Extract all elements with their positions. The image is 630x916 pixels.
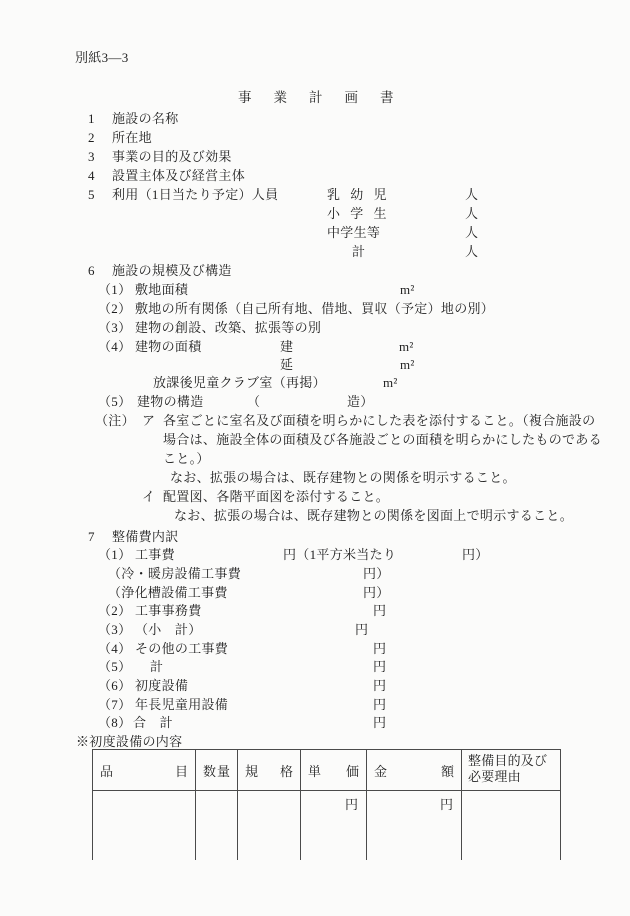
cost-1-label: 工事費: [135, 547, 175, 562]
header-standard-left: 規: [245, 763, 259, 779]
item-5-number: 5: [88, 187, 95, 202]
cell-quantity: [196, 791, 238, 860]
cost-5-unit: 円: [373, 659, 387, 674]
structure-open-paren: （: [247, 394, 261, 409]
item-6-5-paren: （5）: [98, 394, 132, 409]
item-1-label: 施設の名称: [112, 111, 179, 126]
structure-close-paren: 造）: [347, 394, 374, 409]
cell-standard: [238, 791, 301, 860]
item-6-2-paren: （2）: [98, 301, 132, 316]
note-a-line4: なお、拡張の場合は、既存建物との関係を明示すること。: [170, 470, 516, 485]
item-3-number: 3: [88, 149, 95, 164]
header-cell-purpose: 整備目的及び必要理由: [468, 753, 548, 784]
cost-3-paren: （3）: [98, 622, 132, 637]
cost-hvac-unit: 円）: [363, 566, 390, 581]
header-cell-unit-price: [301, 750, 367, 790]
note-i-line1: 配置図、各階平面図を添付すること。: [163, 489, 390, 504]
header-amount-left: 金: [374, 763, 388, 779]
cost-8-paren: （8）: [98, 715, 132, 730]
users-row-juniorhigh-unit: 人: [465, 225, 479, 240]
header-amount-right: 額: [440, 763, 454, 779]
cost-6-unit: 円: [373, 678, 387, 693]
users-row-infants-label: 乳 幼 児: [327, 187, 391, 202]
cost-5-paren: （5）: [98, 659, 132, 674]
cost-4-unit: 円: [373, 641, 387, 656]
attachment-label: 別紙3—3: [75, 50, 129, 65]
header-standard-right: 格: [279, 763, 293, 779]
users-row-elementary-unit: 人: [465, 206, 479, 221]
item-6-label: 施設の規模及び構造: [112, 263, 232, 278]
cost-hvac-label: （冷・暖房設備工事費: [108, 566, 242, 581]
cost-2-label: 工事事務費: [135, 603, 202, 618]
cost-4-label: その他の工事費: [135, 641, 229, 656]
note-label: （注）: [95, 413, 135, 428]
cost-8-label: 合 計: [133, 715, 173, 730]
header-item-right: 目: [174, 763, 188, 779]
cost-2-unit: 円: [373, 603, 387, 618]
cell-amount-yen: 円: [367, 791, 462, 860]
item-2-number: 2: [88, 130, 95, 145]
cost-1-paren: （1）: [98, 547, 132, 562]
cost-7-label: 年長児童用設備: [135, 697, 229, 712]
item-6-number: 6: [88, 263, 95, 278]
header-unit-price-left: 単: [308, 763, 322, 779]
item-6-2-label: 敷地の所有関係（自己所有地、借地、買収（予定）地の別）: [135, 301, 495, 316]
cost-1-unit-close: 円）: [462, 547, 489, 562]
cost-8-unit: 円: [373, 715, 387, 730]
cost-2-paren: （2）: [98, 603, 132, 618]
users-row-infants-unit: 人: [465, 187, 479, 202]
equipment-table-caption: ※初度設備の内容: [76, 734, 183, 749]
cell-unit-price-yen: 円: [301, 791, 367, 860]
cost-7-paren: （7）: [98, 697, 132, 712]
note-a-line2: 場合は、施設全体の面積及び各施設ごとの面積を明らかにしたものである: [163, 432, 602, 447]
item-6-4-paren: （4）: [98, 339, 132, 354]
initial-equipment-table: [92, 749, 561, 860]
header-quantity-right: 量: [216, 763, 230, 779]
header-item-left: 品: [100, 763, 114, 779]
header-cell-amount: [367, 750, 462, 790]
page-title: 事業計画書: [238, 90, 416, 105]
users-row-total-unit: 人: [465, 244, 479, 259]
cost-6-paren: （6）: [98, 678, 132, 693]
users-row-elementary-label: 小 学 生: [327, 206, 391, 221]
floor-area-label: 延: [280, 357, 294, 372]
equipment-table-first-row: [93, 791, 560, 860]
note-a-line3: こと。）: [163, 451, 210, 466]
afterschool-club-room-label: 放課後児童クラブ室（再掲）: [153, 375, 326, 390]
item-6-4-label: 建物の面積: [135, 339, 202, 354]
note-a-marker: ア: [142, 413, 156, 428]
item-6-3-label: 建物の創設、改築、拡張等の別: [135, 320, 322, 335]
item-4-label: 設置主体及び経営主体: [112, 168, 246, 183]
cost-4-paren: （4）: [98, 641, 132, 656]
note-a-line1: 各室ごとに室名及び面積を明らかにした表を添付すること。（複合施設の: [163, 413, 596, 428]
item-7-number: 7: [88, 529, 95, 544]
building-area-label: 建: [280, 339, 294, 354]
building-area-unit: m²: [399, 339, 414, 354]
cost-3-label: （小 計）: [135, 622, 202, 637]
cost-3-unit: 円: [355, 622, 369, 637]
cost-septic-label: （浄化槽設備工事費: [108, 585, 228, 600]
item-4-number: 4: [88, 168, 95, 183]
item-6-3-paren: （3）: [98, 320, 132, 335]
item-3-label: 事業の目的及び効果: [112, 149, 232, 164]
header-cell-quantity: [196, 750, 238, 790]
floor-area-unit: m²: [400, 357, 415, 372]
item-6-5-label: 建物の構造: [137, 394, 204, 409]
users-row-total-label: 計: [352, 244, 366, 259]
header-cell-item: [93, 750, 196, 790]
cost-5-label: 計: [150, 659, 164, 674]
item-1-number: 1: [88, 111, 95, 126]
equipment-table-header-row: [93, 750, 560, 791]
item-6-1-label: 敷地面積: [135, 282, 189, 297]
users-row-juniorhigh-label: 中学生等: [327, 225, 381, 240]
cost-septic-unit: 円）: [363, 585, 390, 600]
note-i-marker: イ: [142, 489, 156, 504]
item-6-1-unit: m²: [400, 282, 415, 297]
item-2-label: 所在地: [112, 130, 152, 145]
afterschool-club-room-unit: m²: [383, 375, 398, 390]
cost-1-unit-main: 円（1平方米当たり: [283, 547, 397, 562]
cell-item: [93, 791, 196, 860]
header-quantity-left: 数: [203, 763, 217, 779]
cost-7-unit: 円: [373, 697, 387, 712]
header-cell-standard: [238, 750, 301, 790]
item-5-label: 利用（1日当たり予定）人員: [112, 187, 279, 202]
cell-purpose: [462, 791, 560, 860]
note-i-line2: なお、拡張の場合は、既存建物との関係を図面上で明示すること。: [174, 508, 574, 523]
item-7-label: 整備費内訳: [112, 529, 179, 544]
header-unit-price-right: 価: [345, 763, 359, 779]
item-6-1-paren: （1）: [98, 282, 132, 297]
cost-6-label: 初度設備: [135, 678, 189, 693]
